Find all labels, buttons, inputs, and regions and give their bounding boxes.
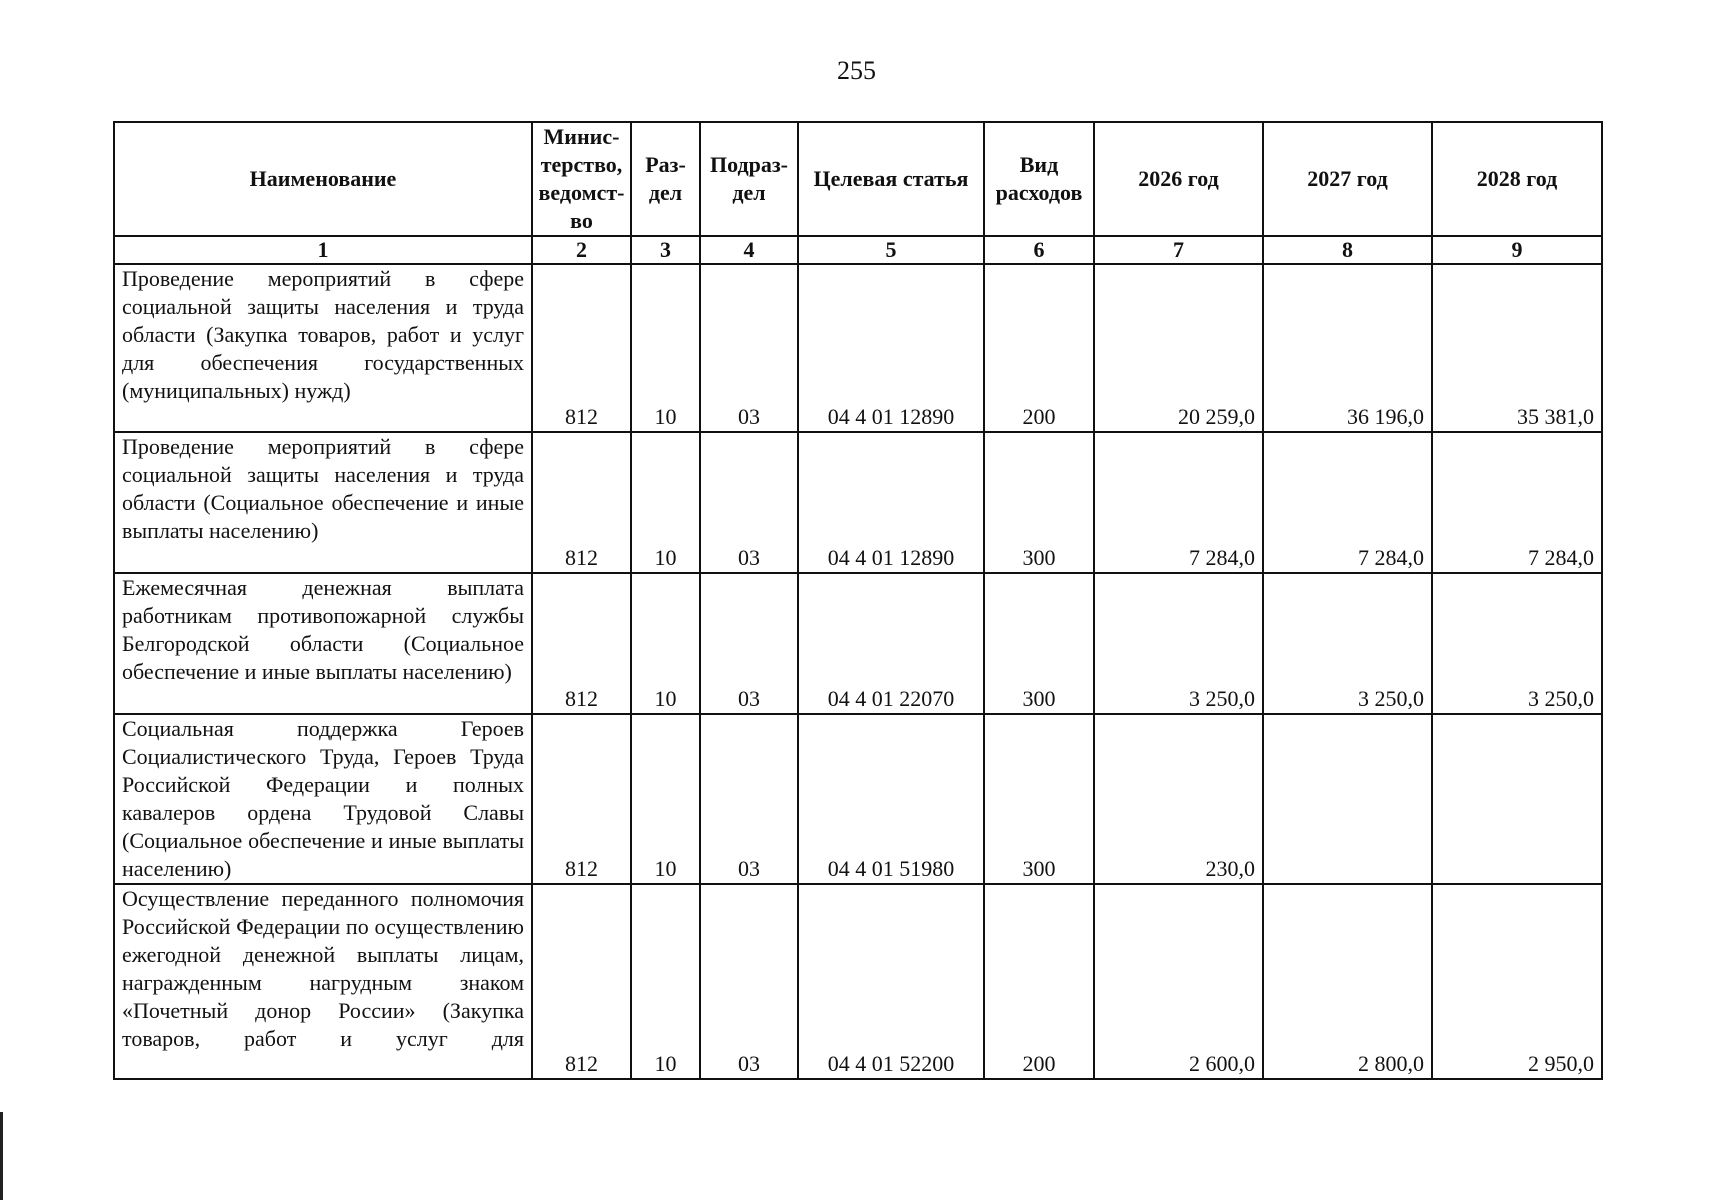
header-name: Наименование: [114, 122, 532, 236]
row-amount-2028: 7 284,0: [1432, 432, 1602, 573]
row-subsection: 03: [700, 714, 798, 884]
row-subsection: 03: [700, 264, 798, 432]
table-row: [114, 714, 1602, 884]
table-row: [114, 573, 1602, 714]
row-amount-2028: 35 381,0: [1432, 264, 1602, 432]
row-expense-type: 200: [984, 264, 1094, 432]
budget-table: [113, 121, 1603, 1080]
row-amount-2028: 2 950,0: [1432, 884, 1602, 1079]
column-number: 7: [1094, 236, 1263, 264]
column-number: 1: [114, 236, 532, 264]
table-body: [114, 264, 1602, 1079]
row-ministry: 812: [532, 573, 631, 714]
row-name: Проведение мероприятий в сфере социальной защиты населения и труда области (Закупка товаров, работ и услуг для обеспечения государственных (муниципальных) нужд): [114, 264, 532, 432]
row-subsection: 03: [700, 573, 798, 714]
row-amount-2026: 7 284,0: [1094, 432, 1263, 573]
row-amount-2026: 230,0: [1094, 714, 1263, 884]
row-section: 10: [631, 264, 700, 432]
row-amount-2028: [1432, 714, 1602, 884]
row-expense-type: 300: [984, 432, 1094, 573]
row-amount-2027: 36 196,0: [1263, 264, 1432, 432]
row-amount-2027: [1263, 714, 1432, 884]
row-section: 10: [631, 432, 700, 573]
row-amount-2026: 20 259,0: [1094, 264, 1263, 432]
row-expense-type: 200: [984, 884, 1094, 1079]
row-ministry: 812: [532, 432, 631, 573]
row-ministry: 812: [532, 264, 631, 432]
row-expense-type: 300: [984, 573, 1094, 714]
row-section: 10: [631, 573, 700, 714]
header-expense-type: Вид расходов: [984, 122, 1094, 236]
row-amount-2026: 3 250,0: [1094, 573, 1263, 714]
row-amount-2026: 2 600,0: [1094, 884, 1263, 1079]
header-section: Раз-дел: [631, 122, 700, 236]
row-expense-type: 300: [984, 714, 1094, 884]
row-target: 04 4 01 12890: [798, 432, 984, 573]
column-number-row: [114, 236, 1602, 264]
header-subsection: Подраз-дел: [700, 122, 798, 236]
column-number: 9: [1432, 236, 1602, 264]
column-number: 6: [984, 236, 1094, 264]
column-number: 3: [631, 236, 700, 264]
header-2028: 2028 год: [1432, 122, 1602, 236]
table-row: [114, 432, 1602, 573]
row-amount-2027: 7 284,0: [1263, 432, 1432, 573]
row-amount-2027: 3 250,0: [1263, 573, 1432, 714]
table-row: [114, 884, 1602, 1079]
column-number: 8: [1263, 236, 1432, 264]
header-2026: 2026 год: [1094, 122, 1263, 236]
row-section: 10: [631, 884, 700, 1079]
header-ministry: Минис-терство, ведомст-во: [532, 122, 631, 236]
row-name: Ежемесячная денежная выплата работникам противопожарной службы Белгородской области (Социальное обеспечение и иные выплаты населению): [114, 573, 532, 714]
row-target: 04 4 01 51980: [798, 714, 984, 884]
header-2027: 2027 год: [1263, 122, 1432, 236]
row-target: 04 4 01 52200: [798, 884, 984, 1079]
header-row: [114, 122, 1602, 236]
row-subsection: 03: [700, 432, 798, 573]
row-ministry: 812: [532, 884, 631, 1079]
column-number: 5: [798, 236, 984, 264]
row-section: 10: [631, 714, 700, 884]
row-amount-2027: 2 800,0: [1263, 884, 1432, 1079]
row-name: Социальная поддержка Героев Социалистического Труда, Героев Труда Российской Федерации и полных кавалеров ордена Трудовой Славы (Социальное обеспечение и иные выплаты населению): [114, 714, 532, 884]
table-header: [114, 122, 1602, 264]
row-subsection: 03: [700, 884, 798, 1079]
column-number: 4: [700, 236, 798, 264]
column-number: 2: [532, 236, 631, 264]
row-amount-2028: 3 250,0: [1432, 573, 1602, 714]
page-number: 255: [837, 56, 876, 85]
scan-edge-mark: [0, 1112, 3, 1200]
row-ministry: 812: [532, 714, 631, 884]
header-target: Целевая статья: [798, 122, 984, 236]
row-target: 04 4 01 22070: [798, 573, 984, 714]
table-row: [114, 264, 1602, 432]
row-name: Проведение мероприятий в сфере социальной защиты населения и труда области (Социальное обеспечение и иные выплаты населению): [114, 432, 532, 573]
row-target: 04 4 01 12890: [798, 264, 984, 432]
row-name: Осуществление переданного полномочия Российской Федерации по осуществлению ежегодной денежной выплаты лицам, награжденным нагрудным знаком «Почетный донор России» (Закупка товаров, работ и услуг для: [114, 884, 532, 1079]
